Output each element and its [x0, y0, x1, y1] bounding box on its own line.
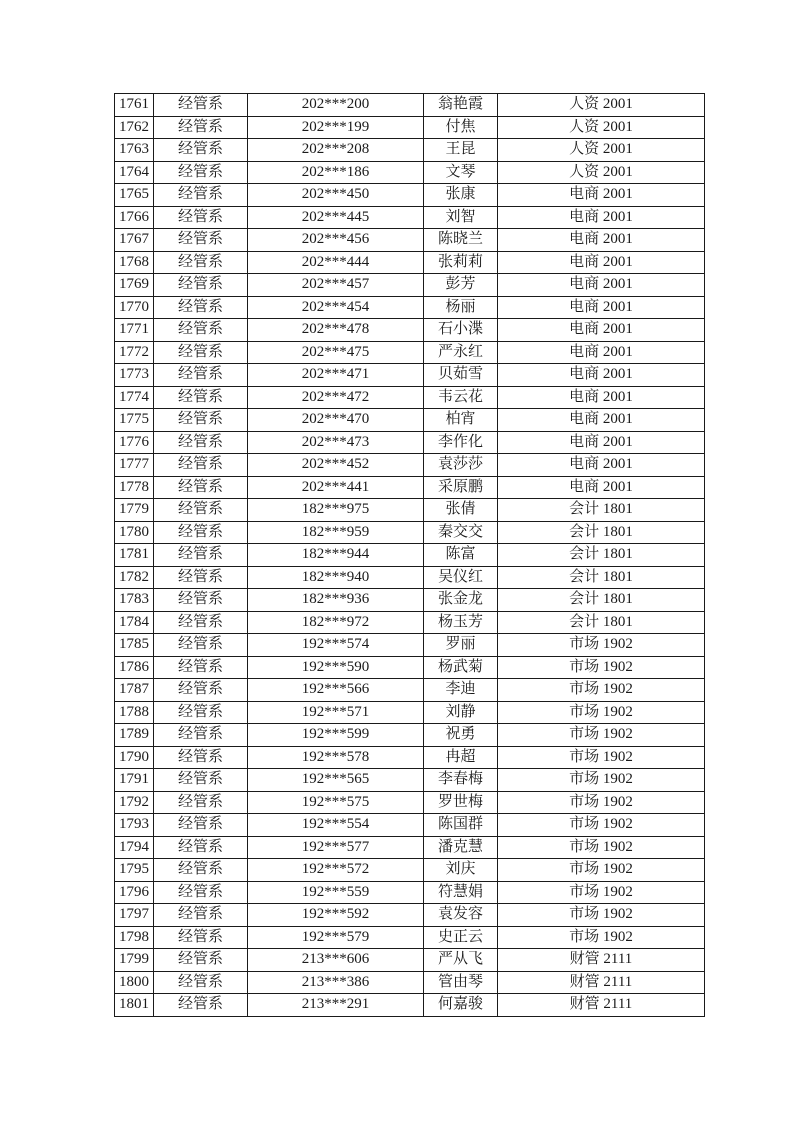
student-name-cell: 吴仪红 [424, 566, 498, 589]
table-row [115, 769, 705, 792]
class-cell: 市场 1902 [498, 656, 705, 679]
student-roster-body [115, 94, 705, 1017]
table-row [115, 431, 705, 454]
student-name-cell: 陈国群 [424, 814, 498, 837]
student-name-cell: 何嘉骏 [424, 994, 498, 1017]
student-name-cell: 杨玉芳 [424, 611, 498, 634]
student-name-cell: 贝茹雪 [424, 364, 498, 387]
row-number-cell: 1783 [115, 589, 154, 612]
student-name-cell: 柏宵 [424, 409, 498, 432]
class-cell: 电商 2001 [498, 364, 705, 387]
class-cell: 市场 1902 [498, 836, 705, 859]
department-cell: 经管系 [154, 769, 248, 792]
row-number-cell: 1777 [115, 454, 154, 477]
student-name-cell: 彭芳 [424, 274, 498, 297]
row-number-cell: 1797 [115, 904, 154, 927]
row-number-cell: 1781 [115, 544, 154, 567]
class-cell: 电商 2001 [498, 409, 705, 432]
row-number-cell: 1784 [115, 611, 154, 634]
student-name-cell: 符慧娟 [424, 881, 498, 904]
row-number-cell: 1793 [115, 814, 154, 837]
student-name-cell: 刘智 [424, 206, 498, 229]
table-row [115, 229, 705, 252]
row-number-cell: 1766 [115, 206, 154, 229]
row-number-cell: 1776 [115, 431, 154, 454]
student-name-cell: 陈富 [424, 544, 498, 567]
class-cell: 人资 2001 [498, 94, 705, 117]
row-number-cell: 1780 [115, 521, 154, 544]
student-name-cell: 陈晓兰 [424, 229, 498, 252]
department-cell: 经管系 [154, 454, 248, 477]
student-id-cell: 192***592 [248, 904, 424, 927]
department-cell: 经管系 [154, 926, 248, 949]
class-cell: 市场 1902 [498, 746, 705, 769]
student-name-cell: 李作化 [424, 431, 498, 454]
row-number-cell: 1795 [115, 859, 154, 882]
department-cell: 经管系 [154, 229, 248, 252]
student-name-cell: 张金龙 [424, 589, 498, 612]
department-cell: 经管系 [154, 836, 248, 859]
student-id-cell: 202***208 [248, 139, 424, 162]
table-row [115, 364, 705, 387]
student-id-cell: 192***579 [248, 926, 424, 949]
department-cell: 经管系 [154, 791, 248, 814]
table-row [115, 139, 705, 162]
table-row [115, 499, 705, 522]
row-number-cell: 1767 [115, 229, 154, 252]
student-id-cell: 202***454 [248, 296, 424, 319]
department-cell: 经管系 [154, 881, 248, 904]
student-id-cell: 202***472 [248, 386, 424, 409]
department-cell: 经管系 [154, 274, 248, 297]
table-row [115, 926, 705, 949]
student-name-cell: 罗丽 [424, 634, 498, 657]
department-cell: 经管系 [154, 724, 248, 747]
class-cell: 会计 1801 [498, 499, 705, 522]
class-cell: 市场 1902 [498, 634, 705, 657]
department-cell: 经管系 [154, 206, 248, 229]
row-number-cell: 1778 [115, 476, 154, 499]
student-id-cell: 213***386 [248, 971, 424, 994]
table-row [115, 994, 705, 1017]
student-name-cell: 祝勇 [424, 724, 498, 747]
row-number-cell: 1794 [115, 836, 154, 859]
row-number-cell: 1774 [115, 386, 154, 409]
department-cell: 经管系 [154, 499, 248, 522]
row-number-cell: 1761 [115, 94, 154, 117]
student-id-cell: 202***441 [248, 476, 424, 499]
student-name-cell: 冉超 [424, 746, 498, 769]
student-id-cell: 202***475 [248, 341, 424, 364]
table-row [115, 701, 705, 724]
student-id-cell: 202***470 [248, 409, 424, 432]
student-id-cell: 202***199 [248, 116, 424, 139]
class-cell: 电商 2001 [498, 229, 705, 252]
row-number-cell: 1799 [115, 949, 154, 972]
class-cell: 人资 2001 [498, 139, 705, 162]
table-row [115, 94, 705, 117]
department-cell: 经管系 [154, 904, 248, 927]
department-cell: 经管系 [154, 746, 248, 769]
table-row [115, 656, 705, 679]
student-id-cell: 202***478 [248, 319, 424, 342]
student-id-cell: 202***473 [248, 431, 424, 454]
student-id-cell: 192***578 [248, 746, 424, 769]
department-cell: 经管系 [154, 296, 248, 319]
student-id-cell: 213***291 [248, 994, 424, 1017]
class-cell: 电商 2001 [498, 251, 705, 274]
class-cell: 会计 1801 [498, 544, 705, 567]
department-cell: 经管系 [154, 814, 248, 837]
department-cell: 经管系 [154, 116, 248, 139]
department-cell: 经管系 [154, 656, 248, 679]
table-row [115, 634, 705, 657]
student-name-cell: 翁艳霞 [424, 94, 498, 117]
student-id-cell: 192***566 [248, 679, 424, 702]
class-cell: 会计 1801 [498, 521, 705, 544]
department-cell: 经管系 [154, 476, 248, 499]
class-cell: 电商 2001 [498, 319, 705, 342]
table-row [115, 544, 705, 567]
table-row [115, 814, 705, 837]
row-number-cell: 1790 [115, 746, 154, 769]
class-cell: 市场 1902 [498, 791, 705, 814]
table-row [115, 319, 705, 342]
table-row [115, 386, 705, 409]
class-cell: 会计 1801 [498, 566, 705, 589]
row-number-cell: 1764 [115, 161, 154, 184]
class-cell: 市场 1902 [498, 769, 705, 792]
student-name-cell: 严从飞 [424, 949, 498, 972]
student-name-cell: 张倩 [424, 499, 498, 522]
student-id-cell: 202***450 [248, 184, 424, 207]
student-name-cell: 袁发容 [424, 904, 498, 927]
department-cell: 经管系 [154, 521, 248, 544]
table-row [115, 251, 705, 274]
department-cell: 经管系 [154, 161, 248, 184]
class-cell: 财管 2111 [498, 971, 705, 994]
row-number-cell: 1772 [115, 341, 154, 364]
class-cell: 电商 2001 [498, 386, 705, 409]
student-id-cell: 202***186 [248, 161, 424, 184]
department-cell: 经管系 [154, 701, 248, 724]
student-name-cell: 杨武菊 [424, 656, 498, 679]
department-cell: 经管系 [154, 994, 248, 1017]
department-cell: 经管系 [154, 611, 248, 634]
student-id-cell: 182***940 [248, 566, 424, 589]
department-cell: 经管系 [154, 589, 248, 612]
class-cell: 电商 2001 [498, 184, 705, 207]
student-name-cell: 文琴 [424, 161, 498, 184]
row-number-cell: 1782 [115, 566, 154, 589]
student-id-cell: 202***471 [248, 364, 424, 387]
class-cell: 会计 1801 [498, 589, 705, 612]
student-name-cell: 付焦 [424, 116, 498, 139]
student-name-cell: 秦交交 [424, 521, 498, 544]
student-name-cell: 潘克慧 [424, 836, 498, 859]
class-cell: 电商 2001 [498, 431, 705, 454]
department-cell: 经管系 [154, 251, 248, 274]
table-row [115, 881, 705, 904]
row-number-cell: 1762 [115, 116, 154, 139]
student-name-cell: 刘静 [424, 701, 498, 724]
table-row [115, 679, 705, 702]
class-cell: 市场 1902 [498, 814, 705, 837]
row-number-cell: 1789 [115, 724, 154, 747]
student-id-cell: 213***606 [248, 949, 424, 972]
table-row [115, 274, 705, 297]
department-cell: 经管系 [154, 139, 248, 162]
table-row [115, 566, 705, 589]
row-number-cell: 1786 [115, 656, 154, 679]
class-cell: 电商 2001 [498, 476, 705, 499]
table-row [115, 341, 705, 364]
row-number-cell: 1791 [115, 769, 154, 792]
student-id-cell: 182***975 [248, 499, 424, 522]
student-name-cell: 袁莎莎 [424, 454, 498, 477]
row-number-cell: 1770 [115, 296, 154, 319]
student-id-cell: 192***559 [248, 881, 424, 904]
student-id-cell: 202***200 [248, 94, 424, 117]
row-number-cell: 1773 [115, 364, 154, 387]
table-row [115, 454, 705, 477]
class-cell: 电商 2001 [498, 454, 705, 477]
row-number-cell: 1792 [115, 791, 154, 814]
student-id-cell: 182***972 [248, 611, 424, 634]
student-roster-table [114, 93, 705, 1017]
student-id-cell: 192***574 [248, 634, 424, 657]
department-cell: 经管系 [154, 184, 248, 207]
class-cell: 市场 1902 [498, 724, 705, 747]
table-row [115, 836, 705, 859]
table-row [115, 206, 705, 229]
student-name-cell: 采原鹏 [424, 476, 498, 499]
class-cell: 会计 1801 [498, 611, 705, 634]
student-name-cell: 张莉莉 [424, 251, 498, 274]
department-cell: 经管系 [154, 544, 248, 567]
table-row [115, 476, 705, 499]
student-id-cell: 202***452 [248, 454, 424, 477]
student-id-cell: 192***554 [248, 814, 424, 837]
department-cell: 经管系 [154, 319, 248, 342]
table-row [115, 521, 705, 544]
class-cell: 电商 2001 [498, 296, 705, 319]
class-cell: 市场 1902 [498, 881, 705, 904]
department-cell: 经管系 [154, 386, 248, 409]
row-number-cell: 1796 [115, 881, 154, 904]
class-cell: 市场 1902 [498, 904, 705, 927]
class-cell: 人资 2001 [498, 116, 705, 139]
department-cell: 经管系 [154, 971, 248, 994]
department-cell: 经管系 [154, 431, 248, 454]
row-number-cell: 1798 [115, 926, 154, 949]
student-id-cell: 192***599 [248, 724, 424, 747]
table-row [115, 184, 705, 207]
student-name-cell: 刘庆 [424, 859, 498, 882]
table-row [115, 791, 705, 814]
table-row [115, 949, 705, 972]
department-cell: 经管系 [154, 949, 248, 972]
row-number-cell: 1768 [115, 251, 154, 274]
row-number-cell: 1788 [115, 701, 154, 724]
table-row [115, 161, 705, 184]
class-cell: 电商 2001 [498, 274, 705, 297]
student-id-cell: 182***936 [248, 589, 424, 612]
department-cell: 经管系 [154, 94, 248, 117]
student-name-cell: 李春梅 [424, 769, 498, 792]
student-name-cell: 李迪 [424, 679, 498, 702]
student-id-cell: 202***444 [248, 251, 424, 274]
department-cell: 经管系 [154, 859, 248, 882]
row-number-cell: 1800 [115, 971, 154, 994]
student-name-cell: 罗世梅 [424, 791, 498, 814]
class-cell: 电商 2001 [498, 206, 705, 229]
student-id-cell: 192***590 [248, 656, 424, 679]
table-row [115, 724, 705, 747]
student-id-cell: 182***944 [248, 544, 424, 567]
department-cell: 经管系 [154, 341, 248, 364]
class-cell: 人资 2001 [498, 161, 705, 184]
student-name-cell: 严永红 [424, 341, 498, 364]
student-name-cell: 韦云花 [424, 386, 498, 409]
student-id-cell: 202***445 [248, 206, 424, 229]
row-number-cell: 1763 [115, 139, 154, 162]
student-id-cell: 192***575 [248, 791, 424, 814]
student-name-cell: 管由琴 [424, 971, 498, 994]
department-cell: 经管系 [154, 364, 248, 387]
table-row [115, 116, 705, 139]
student-name-cell: 王昆 [424, 139, 498, 162]
table-row [115, 746, 705, 769]
row-number-cell: 1779 [115, 499, 154, 522]
class-cell: 市场 1902 [498, 701, 705, 724]
row-number-cell: 1775 [115, 409, 154, 432]
student-id-cell: 202***457 [248, 274, 424, 297]
student-id-cell: 192***565 [248, 769, 424, 792]
class-cell: 市场 1902 [498, 859, 705, 882]
row-number-cell: 1771 [115, 319, 154, 342]
row-number-cell: 1765 [115, 184, 154, 207]
student-name-cell: 张康 [424, 184, 498, 207]
student-id-cell: 202***456 [248, 229, 424, 252]
table-row [115, 409, 705, 432]
student-name-cell: 石小渫 [424, 319, 498, 342]
department-cell: 经管系 [154, 409, 248, 432]
student-name-cell: 杨丽 [424, 296, 498, 319]
student-id-cell: 182***959 [248, 521, 424, 544]
department-cell: 经管系 [154, 566, 248, 589]
student-id-cell: 192***577 [248, 836, 424, 859]
table-row [115, 611, 705, 634]
class-cell: 市场 1902 [498, 926, 705, 949]
row-number-cell: 1785 [115, 634, 154, 657]
table-row [115, 589, 705, 612]
department-cell: 经管系 [154, 679, 248, 702]
table-row [115, 296, 705, 319]
student-name-cell: 史正云 [424, 926, 498, 949]
student-id-cell: 192***571 [248, 701, 424, 724]
department-cell: 经管系 [154, 634, 248, 657]
row-number-cell: 1769 [115, 274, 154, 297]
table-row [115, 971, 705, 994]
class-cell: 市场 1902 [498, 679, 705, 702]
row-number-cell: 1787 [115, 679, 154, 702]
class-cell: 电商 2001 [498, 341, 705, 364]
table-row [115, 904, 705, 927]
class-cell: 财管 2111 [498, 949, 705, 972]
student-id-cell: 192***572 [248, 859, 424, 882]
table-row [115, 859, 705, 882]
class-cell: 财管 2111 [498, 994, 705, 1017]
row-number-cell: 1801 [115, 994, 154, 1017]
